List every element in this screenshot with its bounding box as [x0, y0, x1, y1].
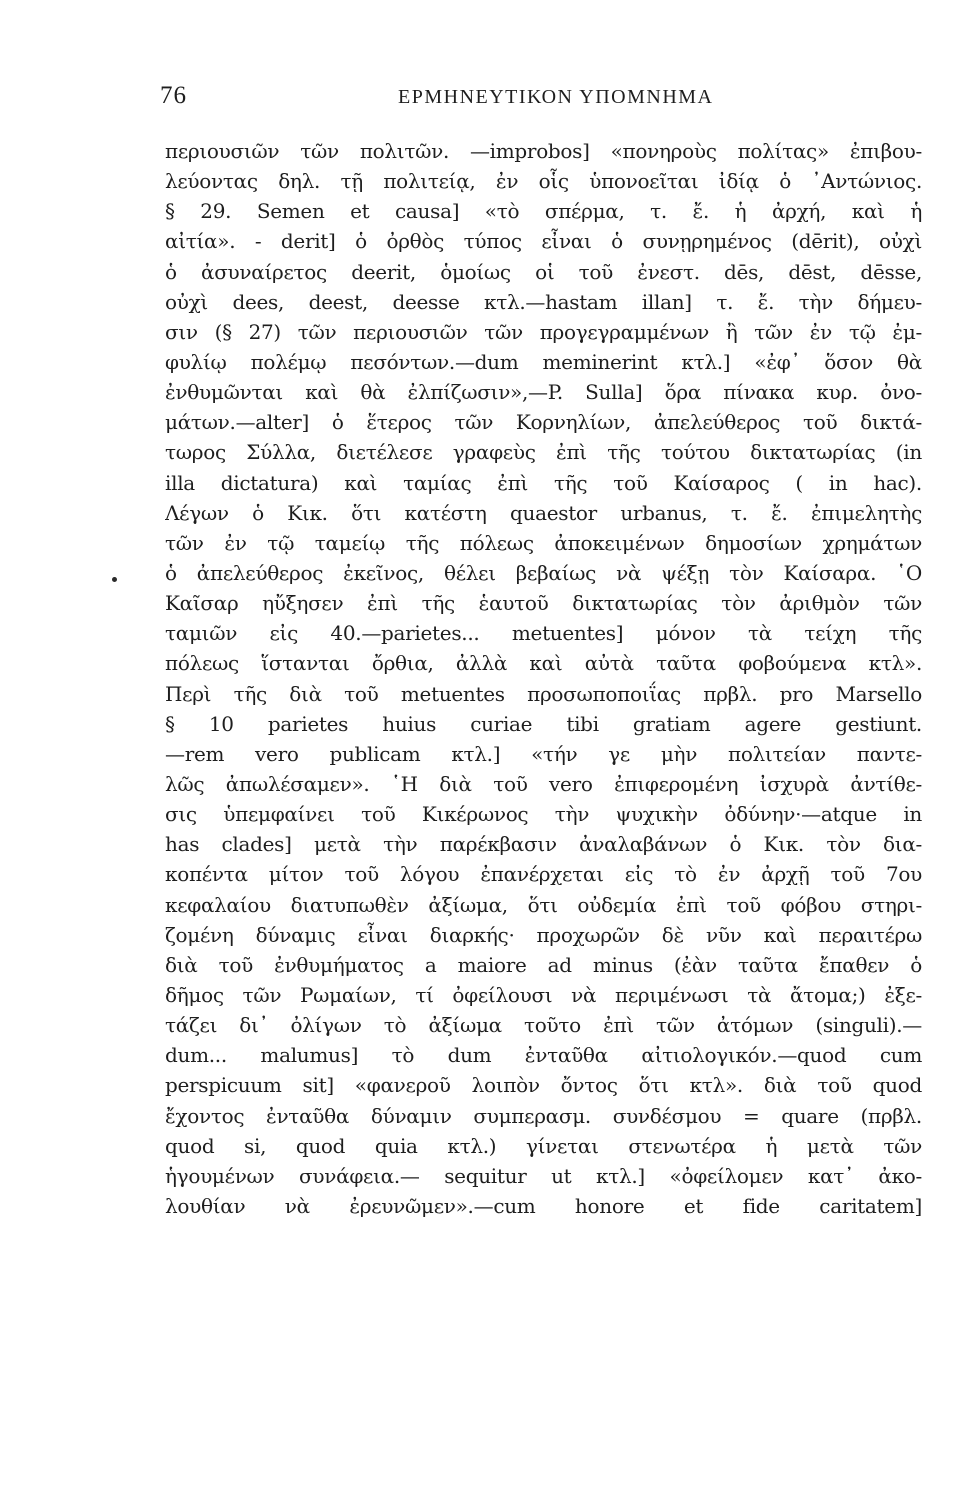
- page-header: [160, 82, 922, 116]
- text-line: dum... malumus] τὸ dum ἐνταῦθα αἰτιολογικόν.—quod cum: [165, 1043, 922, 1068]
- running-head: ΕΡΜΗΝΕΥΤΙΚΟΝ ΥΠΟΜΝΗΜΑ: [398, 86, 714, 108]
- text-line: δῆμος τῶν Ρωμαίων, τί ὀφείλουσι νὰ περιμένωσι τὰ ἄτομα;) ἐξε-: [165, 982, 922, 1007]
- text-line: ὁ ἀσυναίρετος deerit, ὁμοίως οἱ τοῦ ἐνεστ. dēs, dēst, dēsse,: [165, 259, 922, 284]
- text-line: μάτων.—alter] ὁ ἕτερος τῶν Κορνηλίων, ἀπελεύθερος τοῦ δικτά-: [165, 410, 922, 435]
- text-line: Περὶ τῆς διὰ τοῦ metuentes προσωποποιΐας πρβλ. pro Marsello: [165, 681, 922, 706]
- text-line: διὰ τοῦ ἐνθυμήματος a maiore ad minus (ἐὰν ταῦτα ἔπαθεν ὁ: [165, 952, 922, 977]
- text-line: —rem vero publicam κτλ.] «τήν γε μὴν πολιτείαν παντε-: [165, 741, 922, 766]
- text-line: ἐνθυμῶνται καὶ θὰ ἐλπίζωσιν»,—P. Sulla] ὅρα πίνακα κυρ. ὀνο-: [165, 380, 922, 405]
- text-line: τωρος Σύλλα, διετέλεσε γραφεὺς ἐπὶ τῆς τούτου δικτατωρίας (in: [165, 440, 922, 465]
- print-speck: [112, 577, 117, 582]
- text-line: § 29. Semen et causa] «τὸ σπέρμα, τ. ἔ. ἡ ἀρχή, καὶ ἡ: [165, 199, 922, 224]
- text-line: ζομένη δύναμις εἶναι διαρκής· προχωρῶν δὲ νῦν καὶ περαιτέρω: [165, 922, 922, 947]
- text-line: οὐχὶ dees, deest, deesse κτλ.—hastam illan] τ. ἔ. τὴν δήμευ-: [165, 289, 922, 314]
- text-line: λουθίαν νὰ ἐρευνῶμεν».—cum honore et fide caritatem]: [165, 1193, 922, 1218]
- text-line: illa dictatura) καὶ ταμίας ἐπὶ τῆς τοῦ Καίσαρος ( in hac).: [165, 470, 922, 495]
- text-line: Λέγων ὁ Κικ. ὅτι κατέστη quaestor urbanus, τ. ἔ. ἐπιμελητὴς: [165, 500, 922, 525]
- text-line: λῶς ἀπωλέσαμεν». ῾Η διὰ τοῦ vero ἐπιφερομένη ἰσχυρὰ ἀντίθε-: [165, 771, 922, 796]
- text-line: κεφαλαίου διατυπωθὲν ἀξίωμα, ὅτι οὐδεμία ἐπὶ τοῦ φόβου στηρι-: [165, 892, 922, 917]
- text-line: περιουσιῶν τῶν πολιτῶν. —improbos] «πονηροὺς πολίτας» ἐπιβου-: [165, 139, 922, 163]
- text-line: perspicuum sit] «φανεροῦ λοιπὸν ὄντος ὅτι κτλ». διὰ τοῦ quod: [165, 1073, 922, 1098]
- text-line: ἡγουμένων συνάφεια.— sequitur ut κτλ.] «ὀφείλομεν κατ᾿ ἀκο-: [165, 1163, 922, 1188]
- text-line: quod si, quod quia κτλ.) γίνεται στενωτέρα ἡ μετὰ τῶν: [165, 1133, 922, 1158]
- text-line: σις ὑπεμφαίνει τοῦ Κικέρωνος τὴν ψυχικὴν ὀδύνην·—atque in: [165, 802, 922, 827]
- text-line: Καῖσαρ ηὔξησεν ἐπὶ τῆς ἑαυτοῦ δικτατωρίας τὸν ἀριθμὸν τῶν: [165, 591, 922, 616]
- text-line: τάζει δι᾿ ὀλίγων τὸ ἀξίωμα τοῦτο ἐπὶ τῶν ἀτόμων (singuli).—: [165, 1013, 922, 1038]
- text-line: φυλίῳ πολέμῳ πεσόντων.—dum meminerint κτλ.] «ἐφ᾿ ὅσον θὰ: [165, 349, 922, 374]
- page-number: 76: [160, 82, 187, 109]
- text-line: σιν (§ 27) τῶν περιουσιῶν τῶν προγεγραμμένων ἢ τῶν ἐν τῷ ἐμ-: [165, 319, 922, 344]
- text-line: κοπέντα μίτον τοῦ λόγου ἐπανέρχεται εἰς τὸ ἐν ἀρχῇ τοῦ 7ου: [165, 862, 922, 887]
- text-line: πόλεως ἵστανται ὄρθια, ἀλλὰ καὶ αὐτὰ ταῦτα φοβούμενα κτλ».: [165, 651, 922, 676]
- commentary-text: [165, 136, 922, 1221]
- text-line: λεύοντας δηλ. τῇ πολιτείᾳ, ἐν οἷς ὑπονοεῖται ἰδίᾳ ὁ ᾿Αντώνιος.: [165, 169, 922, 194]
- text-line: αἰτία». - derit] ὁ ὀρθὸς τύπος εἶναι ὁ συνῃρημένος (dērit), οὐχὶ: [165, 229, 922, 254]
- text-line: τῶν ἐν τῷ ταμείῳ τῆς πόλεως ἀποκειμένων δημοσίων χρημάτων: [165, 530, 922, 555]
- text-line: has clades] μετὰ τὴν παρέκβασιν ἀναλαβάνων ὁ Κικ. τὸν δια-: [165, 832, 922, 857]
- text-line: § 10 parietes huius curiae tibi gratiam agere gestiunt.: [165, 711, 922, 736]
- text-line: ταμιῶν εἰς 40.—parietes... metuentes] μόνον τὰ τείχη τῆς: [165, 621, 922, 646]
- text-line: ὁ ἀπελεύθερος ἐκεῖνος, θέλει βεβαίως νὰ ψέξῃ τὸν Καίσαρα. ῾Ο: [165, 560, 922, 585]
- text-line: ἔχοντος ἐνταῦθα δύναμιν συμπερασμ. συνδέσμου = quare (πρβλ.: [165, 1103, 922, 1128]
